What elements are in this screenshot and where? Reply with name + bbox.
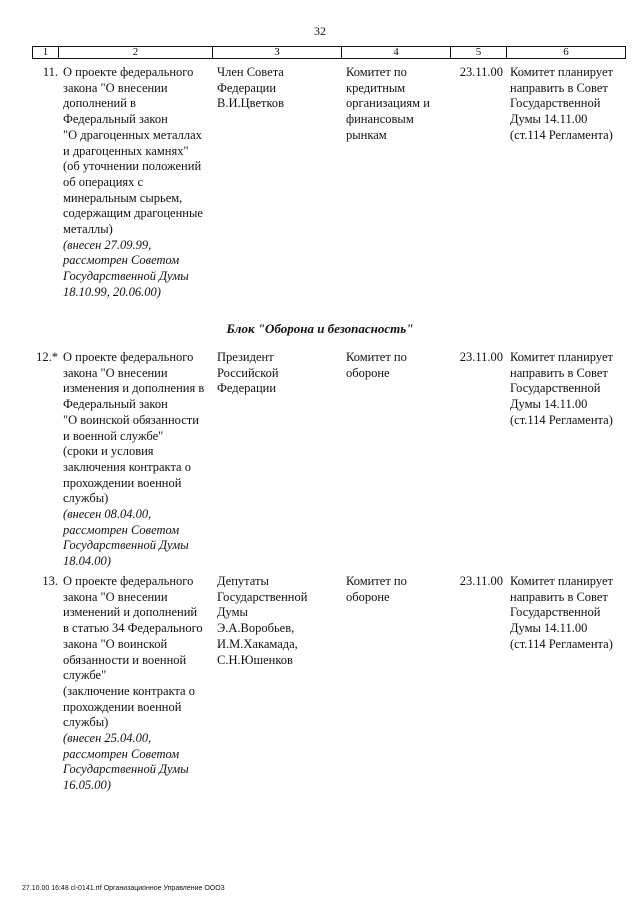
- history-line: рассмотрен Советом: [63, 253, 180, 268]
- column-number: 3: [213, 47, 342, 58]
- bill-author-line: В.И.Цветков: [217, 96, 285, 111]
- responsible-committee-line: Комитет по: [346, 574, 407, 588]
- responsible-committee-line: рынкам: [346, 127, 387, 142]
- status-note: [510, 65, 630, 144]
- status-note-line: направить в Совет: [510, 365, 608, 380]
- history-line: Государственной Думы: [63, 538, 189, 553]
- description-line: закона "О внесении: [63, 365, 168, 380]
- description-line: в статью 34 Федерального: [63, 621, 203, 636]
- status-note-line: Государственной: [510, 96, 601, 111]
- history-line: 18.04.00): [63, 554, 111, 569]
- page-number: 32: [314, 24, 326, 38]
- description-line: О проекте федерального: [63, 350, 194, 364]
- description-line: изменения и дополнения в: [63, 381, 205, 396]
- description-line: О проекте федерального: [63, 574, 194, 588]
- bill-description: [63, 574, 213, 794]
- description-line: Федеральный закон: [63, 397, 168, 412]
- column-number: 5: [451, 47, 507, 58]
- bill-author-line: Думы: [217, 605, 248, 620]
- description-line: (сроки и условия: [63, 444, 154, 459]
- row-number: 11.: [42, 65, 58, 79]
- status-note-line: направить в Совет: [510, 80, 608, 95]
- responsible-committee-line: Комитет по: [346, 65, 407, 79]
- status-note-line: (ст.114 Регламента): [510, 412, 613, 427]
- bill-author-line: Российской: [217, 365, 279, 380]
- history-line: (внесен 27.09.99,: [63, 237, 152, 252]
- status-note-line: Государственной: [510, 605, 601, 620]
- bill-author-line: Федерации: [217, 381, 277, 396]
- description-line: О проекте федерального: [63, 65, 194, 79]
- status-note-line: Комитет планирует: [510, 65, 613, 79]
- bill-description: [63, 65, 213, 301]
- description-line: прохождении военной: [63, 475, 182, 490]
- description-line: закона "О воинской: [63, 636, 168, 651]
- bill-author: [217, 350, 342, 397]
- history-line: Государственной Думы: [63, 762, 189, 777]
- bill-author-line: Федерации: [217, 80, 277, 95]
- bill-author-line: С.Н.Юшенков: [217, 652, 293, 667]
- status-note-line: Комитет планирует: [510, 350, 613, 364]
- description-line: металлы): [63, 222, 113, 237]
- description-line: закона "О внесении: [63, 80, 168, 95]
- description-line: "О воинской обязанности: [63, 412, 199, 427]
- responsible-committee-line: Комитет по: [346, 350, 407, 364]
- description-line: (об уточнении положений: [63, 159, 202, 174]
- history-line: 16.05.00): [63, 778, 111, 793]
- responsible-committee-line: кредитным: [346, 80, 406, 95]
- responsible-committee-line: организациям и: [346, 96, 430, 111]
- bill-description: [63, 350, 213, 570]
- review-date: 23.11.00: [459, 350, 503, 364]
- description-line: минеральным сырьем,: [63, 190, 183, 205]
- description-line: и драгоценных камнях": [63, 143, 189, 158]
- bill-author-line: Депутаты: [217, 574, 269, 588]
- bill-author-line: И.М.Хакамада,: [217, 636, 298, 651]
- description-line: Федеральный закон: [63, 112, 168, 127]
- description-line: обязанности и военной: [63, 652, 187, 667]
- responsible-committee-line: финансовым: [346, 112, 414, 127]
- status-note: [510, 574, 630, 653]
- bill-author-line: Государственной: [217, 589, 308, 604]
- column-number: 4: [342, 47, 451, 58]
- review-date: 23.11.00: [459, 65, 503, 79]
- bill-author-line: Э.А.Воробьев,: [217, 621, 295, 636]
- footer-fax-line: 27.10.00 16:48 cl-0141.rtf Организационное Управление ООО3: [22, 885, 225, 892]
- status-note-line: Думы 14.11.00: [510, 397, 588, 412]
- history-line: (внесен 25.04.00,: [63, 731, 152, 746]
- description-line: (заключение контракта о: [63, 683, 195, 698]
- history-line: 18.10.99, 20.06.00): [63, 284, 161, 299]
- status-note-line: Государственной: [510, 381, 601, 396]
- responsible-committee: [346, 350, 451, 381]
- column-number: 1: [33, 47, 59, 58]
- description-line: изменений и дополнений: [63, 605, 198, 620]
- responsible-committee: [346, 65, 451, 144]
- status-note-line: Думы 14.11.00: [510, 621, 588, 636]
- status-note-line: (ст.114 Регламента): [510, 636, 613, 651]
- responsible-committee-line: обороне: [346, 589, 390, 604]
- description-line: заключения контракта о: [63, 459, 191, 474]
- column-number: 2: [59, 47, 213, 58]
- description-line: содержащим драгоценные: [63, 206, 203, 221]
- description-line: и военной службе": [63, 428, 164, 443]
- bill-author: [217, 65, 342, 112]
- description-line: "О драгоценных металлах: [63, 127, 202, 142]
- history-line: Государственной Думы: [63, 269, 189, 284]
- block-title: Блок "Оборона и безопасность": [226, 321, 414, 336]
- review-date: 23.11.00: [459, 574, 503, 588]
- bill-author-line: Член Совета: [217, 65, 284, 79]
- row-number: 12.*: [36, 350, 58, 364]
- history-line: (внесен 08.04.00,: [63, 507, 152, 522]
- status-note-line: Думы 14.11.00: [510, 112, 588, 127]
- responsible-committee: [346, 574, 451, 605]
- column-number-header: [32, 46, 626, 59]
- status-note: [510, 350, 630, 429]
- status-note-line: направить в Совет: [510, 589, 608, 604]
- history-line: рассмотрен Советом: [63, 522, 180, 537]
- description-line: прохождении военной: [63, 699, 182, 714]
- description-line: службе": [63, 668, 107, 683]
- description-line: службы): [63, 715, 109, 730]
- bill-author-line: Президент: [217, 350, 274, 364]
- description-line: об операциях с: [63, 174, 144, 189]
- column-number: 6: [563, 46, 569, 58]
- row-number: 13.: [42, 574, 58, 588]
- description-line: службы): [63, 491, 109, 506]
- description-line: закона "О внесении: [63, 589, 168, 604]
- description-line: дополнений в: [63, 96, 136, 111]
- bill-author: [217, 574, 342, 668]
- status-note-line: (ст.114 Регламента): [510, 127, 613, 142]
- responsible-committee-line: обороне: [346, 365, 390, 380]
- status-note-line: Комитет планирует: [510, 574, 613, 588]
- history-line: рассмотрен Советом: [63, 746, 180, 761]
